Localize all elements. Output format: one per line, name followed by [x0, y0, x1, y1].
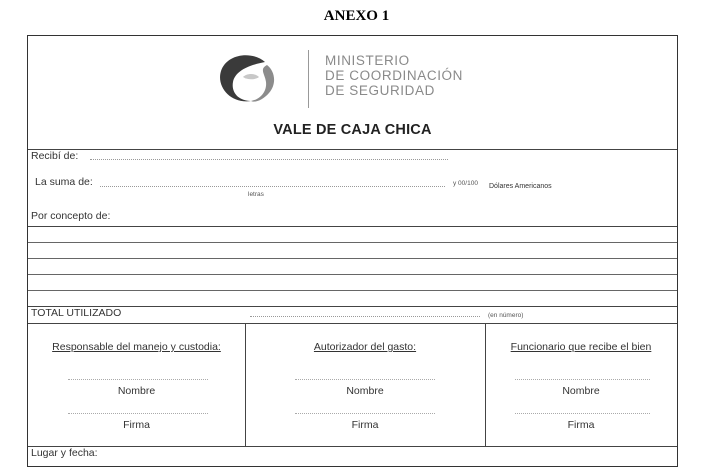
signatures-bottom-divider	[28, 446, 677, 447]
receiver-name-line[interactable]	[515, 379, 650, 380]
received-from-line[interactable]	[90, 159, 448, 160]
concept-line-3	[28, 258, 677, 259]
custodian-name-line[interactable]	[68, 379, 208, 380]
amount-suffix-hint: y 00/100	[453, 180, 478, 187]
custodian-role-label: Responsable del manejo y custodia:	[52, 341, 221, 353]
currency-label: Dólares Americanos	[489, 183, 552, 190]
amount-label: La suma de:	[35, 176, 93, 188]
concept-line-4	[28, 274, 677, 275]
concept-label: Por concepto de:	[31, 210, 111, 222]
authorizer-role-label: Autorizador del gasto:	[313, 341, 417, 353]
concept-line-6	[28, 306, 677, 307]
total-line[interactable]	[250, 316, 480, 317]
logo-divider	[308, 50, 309, 108]
form-title: VALE DE CAJA CHICA	[273, 122, 432, 138]
ministry-line-3: DE SEGURIDAD	[325, 83, 435, 98]
receiver-name-caption: Nombre	[562, 385, 600, 397]
ministry-line-2: DE COORDINACIÓN	[325, 68, 464, 83]
form-header	[28, 36, 677, 149]
ministry-logo-icon	[213, 49, 283, 109]
custodian-signature-line[interactable]	[68, 413, 208, 414]
place-date-label: Lugar y fecha:	[31, 447, 98, 459]
authorizer-name-caption: Nombre	[346, 385, 384, 397]
concept-line-5	[28, 290, 677, 291]
receiver-signature-line[interactable]	[515, 413, 650, 414]
custodian-name-caption: Nombre	[117, 385, 156, 397]
custodian-signature-caption: Firma	[123, 419, 150, 431]
total-label: TOTAL UTILIZADO	[31, 307, 122, 319]
concept-line-1	[28, 226, 677, 227]
receiver-signature-caption: Firma	[567, 419, 595, 431]
annex-title: ANEXO 1	[323, 8, 390, 24]
concept-line-2	[28, 242, 677, 243]
total-number-hint: (en número)	[488, 312, 524, 319]
header-divider	[28, 149, 677, 150]
signature-block-custodian	[28, 323, 245, 446]
petty-cash-voucher-form	[27, 35, 678, 467]
signature-block-authorizer	[245, 323, 485, 446]
receiver-role-label: Funcionario que recibe el bien	[510, 341, 652, 353]
signature-block-receiver	[485, 323, 677, 446]
amount-letters-hint: letras	[248, 191, 264, 198]
ministry-name	[325, 53, 463, 98]
authorizer-signature-line[interactable]	[295, 413, 435, 414]
authorizer-signature-caption: Firma	[351, 419, 379, 431]
authorizer-name-line[interactable]	[295, 379, 435, 380]
received-from-label: Recibí de:	[31, 150, 79, 162]
amount-line[interactable]	[100, 186, 445, 187]
ministry-line-1: MINISTERIO	[325, 53, 410, 68]
